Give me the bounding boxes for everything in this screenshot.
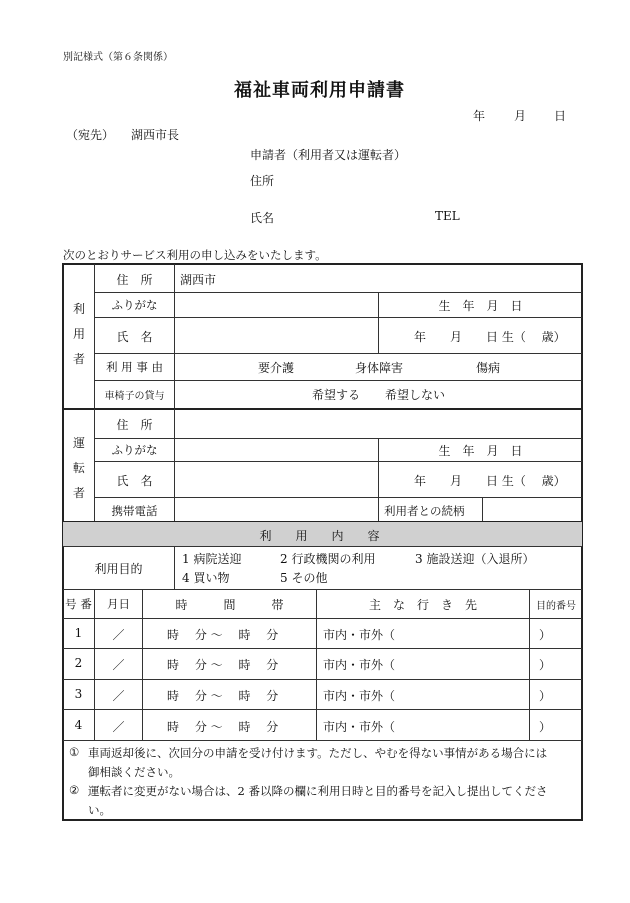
user-furigana-label: ふりがな — [111, 298, 158, 312]
driver-side-char-3: 者 — [73, 486, 86, 500]
user-birth-header: 生 年 月 日 — [438, 299, 523, 313]
row-date-field[interactable]: ／ — [112, 689, 125, 703]
form-reference: 別記様式（第６条関係） — [63, 52, 173, 63]
user-name-label: 氏 名 — [116, 330, 153, 344]
driver-address-label: 住 所 — [116, 418, 153, 432]
purpose-label: 利用目的 — [94, 562, 143, 576]
addressee-prefix: （宛先） — [66, 128, 115, 142]
row-destination-field[interactable]: 市内・市外（ ） — [323, 720, 552, 734]
row-destination-field[interactable]: 市内・市外（ ） — [323, 658, 552, 672]
user-address-value[interactable]: 湖西市 — [180, 273, 217, 287]
row-number: 2 — [74, 656, 83, 670]
note-1-line2: 御相談ください。 — [88, 765, 180, 779]
row-destination-field[interactable]: 市内・市外（ ） — [323, 689, 552, 703]
intro-text: 次のとおりサービス利用の申し込みをいたします。 — [63, 248, 327, 262]
row-time-field[interactable]: 時 分 ～ 時 分 — [167, 628, 279, 642]
date-month-label: 月 — [514, 109, 527, 123]
driver-birth-value[interactable]: 年 月 日 生（ 歳） — [414, 474, 566, 488]
reason-option-disability[interactable]: 身体障害 — [355, 361, 404, 375]
row-time-field[interactable]: 時 分 ～ 時 分 — [167, 689, 279, 703]
user-side-char-3: 者 — [73, 352, 86, 366]
applicant-name-label: 氏名 — [250, 211, 275, 225]
row-date-field[interactable]: ／ — [112, 658, 125, 672]
wheelchair-no-option[interactable]: 希望しない — [385, 388, 446, 402]
reason-option-illness[interactable]: 傷病 — [476, 361, 501, 375]
row-number: 3 — [74, 687, 83, 701]
driver-phone-label: 携帯電話 — [111, 504, 158, 518]
reason-option-care[interactable]: 要介護 — [258, 361, 295, 375]
applicant-tel-label: TEL — [435, 209, 460, 223]
purpose-option-1[interactable]: 1 病院送迎 — [182, 552, 242, 566]
row-number: 1 — [74, 626, 83, 640]
row-date-field[interactable]: ／ — [112, 720, 125, 734]
col-number: 号 番 — [65, 597, 92, 611]
driver-side-char-1: 運 — [73, 436, 86, 450]
wheelchair-label: 車椅子の貸与 — [104, 391, 165, 402]
driver-side-char-2: 転 — [73, 461, 86, 475]
purpose-option-2[interactable]: 2 行政機関の利用 — [280, 552, 376, 566]
wheelchair-yes-option[interactable]: 希望する — [312, 388, 361, 402]
col-timeframe: 時 間 帯 — [175, 598, 284, 612]
note-1-line1: 車両返却後に、次回分の申請を受け付けます。ただし、やむを得ない事情がある場合には — [88, 746, 548, 760]
row-destination-field[interactable]: 市内・市外（ ） — [323, 628, 552, 642]
col-purpose-number: 目的番号 — [536, 601, 576, 612]
user-birth-value[interactable]: 年 月 日 生（ 歳） — [414, 330, 566, 344]
row-time-field[interactable]: 時 分 ～ 時 分 — [167, 658, 279, 672]
col-destination: 主 な 行 き 先 — [368, 598, 477, 612]
note-2-mark: ② — [69, 783, 80, 797]
relation-label: 利用者との続柄 — [384, 504, 465, 518]
user-side-char-1: 利 — [73, 302, 86, 316]
page-title: 福祉車両利用申請書 — [234, 80, 405, 101]
row-time-field[interactable]: 時 分 ～ 時 分 — [167, 720, 279, 734]
note-1-mark: ① — [69, 745, 80, 759]
note-2-line1: 運転者に変更がない場合は、2 番以降の欄に利用日時と目的番号を記入し提出してくださ — [88, 784, 548, 798]
note-2-line2: い。 — [88, 803, 111, 817]
user-address-label: 住 所 — [116, 273, 153, 287]
applicant-address-label: 住所 — [250, 174, 275, 188]
row-number: 4 — [74, 718, 83, 732]
purpose-option-4[interactable]: 4 買い物 — [182, 571, 230, 585]
date-year-label: 年 — [473, 109, 486, 123]
driver-furigana-label: ふりがな — [111, 443, 158, 457]
use-reason-label: 利 用 事 由 — [106, 360, 163, 374]
col-date: 月日 — [107, 597, 130, 611]
driver-birth-header: 生 年 月 日 — [438, 444, 523, 458]
date-day-label: 日 — [554, 109, 567, 123]
purpose-option-3[interactable]: 3 施設送迎（入退所） — [415, 552, 535, 566]
user-side-char-2: 用 — [73, 327, 86, 341]
usage-header: 利 用 内 容 — [259, 529, 386, 543]
applicant-heading: 申請者（利用者又は運転者） — [250, 148, 407, 162]
driver-name-label: 氏 名 — [116, 474, 153, 488]
addressee-name: 湖西市長 — [131, 128, 180, 142]
row-date-field[interactable]: ／ — [112, 628, 125, 642]
purpose-option-5[interactable]: 5 その他 — [280, 571, 328, 585]
